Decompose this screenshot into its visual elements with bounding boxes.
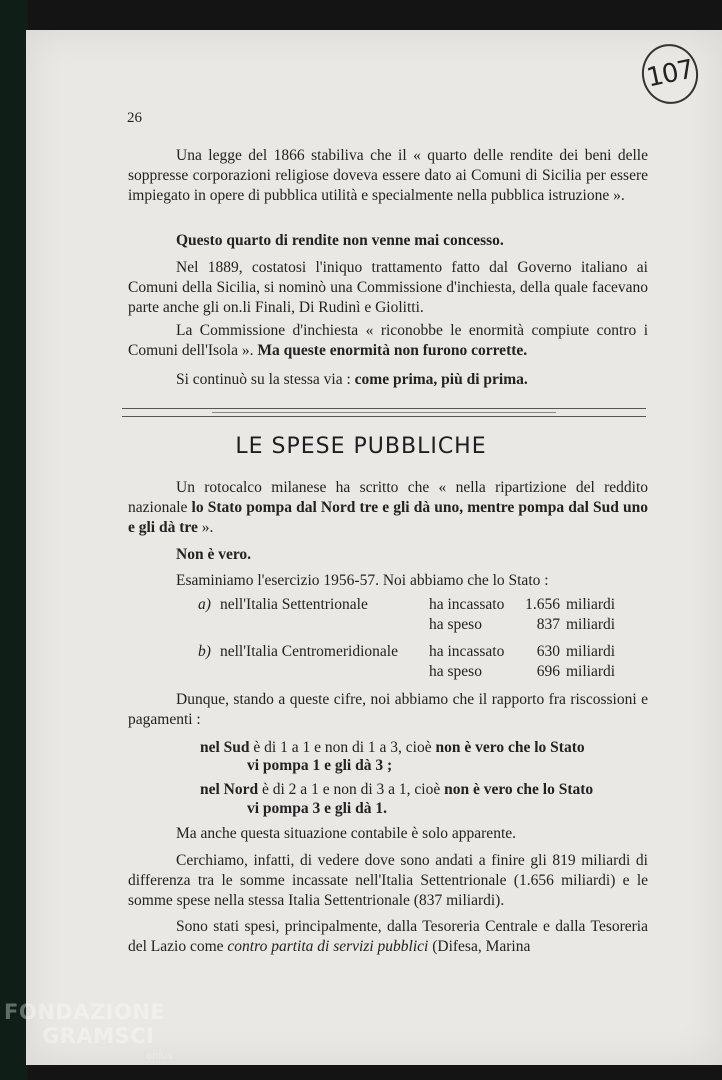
- sud-bold-text: non è vero che lo Stato: [435, 739, 585, 756]
- table-value-a2: 837: [536, 616, 560, 633]
- table-unit-b1: miliardi: [566, 643, 616, 660]
- paragraph-2: Questo quarto di rendite non venne mai concesso.: [176, 232, 504, 249]
- watermark-line-1: FONDAZIONE: [4, 1000, 166, 1024]
- page-number: 26: [127, 110, 142, 126]
- paragraph-3: Nel 1889, costatosi l'iniquo trattamento fatto dal Governo italiano ai Comuni della Sicilia, si nominò una Commissione d'inchiesta, della quale facevano parte anche gli on.li Finali, Di Rudinì e Giolitti.: [128, 259, 648, 316]
- table-unit-b2: miliardi: [566, 663, 616, 680]
- paragraph-1: Una legge del 1866 stabiliva che il « quarto delle rendite dei beni delle soppresse corporazioni religiose doveva essere dato ai Comuni di Sicilia per essere impiegato in opere di pubblica utilità e specialmente nella pubblica istruzione ».: [128, 147, 648, 204]
- table-verb-a2: ha speso: [429, 616, 482, 633]
- fondazione-gramsci-watermark: [4, 1000, 165, 1048]
- table-value-b2: 696: [536, 663, 560, 680]
- nord-bold-text: non è vero che lo Stato: [444, 781, 594, 798]
- section-title: LE SPESE PUBBLICHE: [235, 434, 487, 459]
- paragraph-10: Ma anche questa situazione contabile è solo apparente.: [176, 825, 517, 842]
- section-divider: [122, 408, 646, 417]
- paragraph-5-text: Si continuò su la stessa via :: [176, 371, 351, 388]
- paragraph-8: Esaminiamo l'esercizio 1956-57. Noi abbiamo che lo Stato :: [176, 572, 549, 589]
- table-verb-b1: ha incassato: [429, 643, 505, 660]
- paragraph-5-bold: come prima, più di prima.: [354, 371, 528, 388]
- table-unit-a1: miliardi: [566, 596, 616, 613]
- paragraph-6-end: ».: [197, 519, 214, 536]
- paragraph-5: [128, 370, 648, 390]
- sud-text: è di 1 a 1 e non di 1 a 3, cioè: [249, 739, 436, 756]
- paragraph-12-italic: contro partita di servizi pubblici: [227, 938, 429, 955]
- paragraph-11: Cerchiamo, infatti, di vedere dove sono andati a finire gli 819 miliardi di differenza tra le somme incassate nell'Italia Settentrionale (1.656 miliardi) e le somme spese nella stessa Italia Settentrionale (837 miliardi).: [128, 852, 648, 909]
- nord-line-1: [200, 781, 593, 799]
- paragraph-12: [128, 917, 648, 957]
- table-label-a: a): [198, 596, 211, 613]
- handwritten-folio-number: 107: [636, 39, 703, 109]
- table-unit-a2: miliardi: [566, 616, 616, 633]
- table-value-b1: 630: [536, 643, 560, 660]
- watermark-onlus: onlus: [146, 1051, 173, 1062]
- table-value-a1: 1.656: [525, 596, 560, 613]
- nord-line-2: vi pompa 3 e gli dà 1.: [247, 800, 387, 817]
- table-verb-a1: ha incassato: [429, 596, 505, 613]
- paragraph-4-bold: Ma queste enormità non furono corrette.: [257, 342, 528, 359]
- paragraph-4-text: La Commissione d'inchiesta « riconobbe le enormità compiute contro i Comuni dell'Isola ».: [128, 322, 648, 359]
- nord-text: è di 2 a 1 e non di 3 a 1, cioè: [258, 781, 445, 798]
- sud-line-2: vi pompa 1 e gli dà 3 ;: [247, 757, 393, 774]
- table-label-b: b): [198, 643, 211, 660]
- table-verb-b2: ha speso: [429, 663, 482, 680]
- table-region-b: nell'Italia Centromeridionale: [220, 643, 398, 660]
- paragraph-9: Dunque, stando a queste cifre, noi abbiamo che il rapporto fra riscossioni e pagamenti :: [128, 691, 648, 728]
- watermark-line-2: GRAMSCI: [42, 1024, 155, 1048]
- nord-label: nel Nord: [200, 781, 259, 798]
- paragraph-4: [128, 321, 648, 361]
- paragraph-6-bold: lo Stato pompa dal Nord tre e gli dà uno, mentre pompa dal Sud uno e gli dà tre: [128, 499, 648, 536]
- sud-label: nel Sud: [200, 739, 250, 756]
- paragraph-12-text: Sono stati spesi, principalmente, dalla Tesoreria Centrale e dalla Tesoreria del Lazio come: [128, 918, 648, 955]
- paragraph-7: Non è vero.: [176, 546, 252, 563]
- paragraph-12-end: (Difesa, Marina: [428, 938, 531, 955]
- paragraph-6: [128, 478, 648, 538]
- table-region-a: nell'Italia Settentrionale: [220, 596, 368, 613]
- sud-line-1: [200, 739, 585, 757]
- dark-left-strip: [0, 0, 28, 1080]
- paragraph-6-text: Un rotocalco milanese ha scritto che « nella ripartizione del reddito nazionale: [128, 479, 648, 516]
